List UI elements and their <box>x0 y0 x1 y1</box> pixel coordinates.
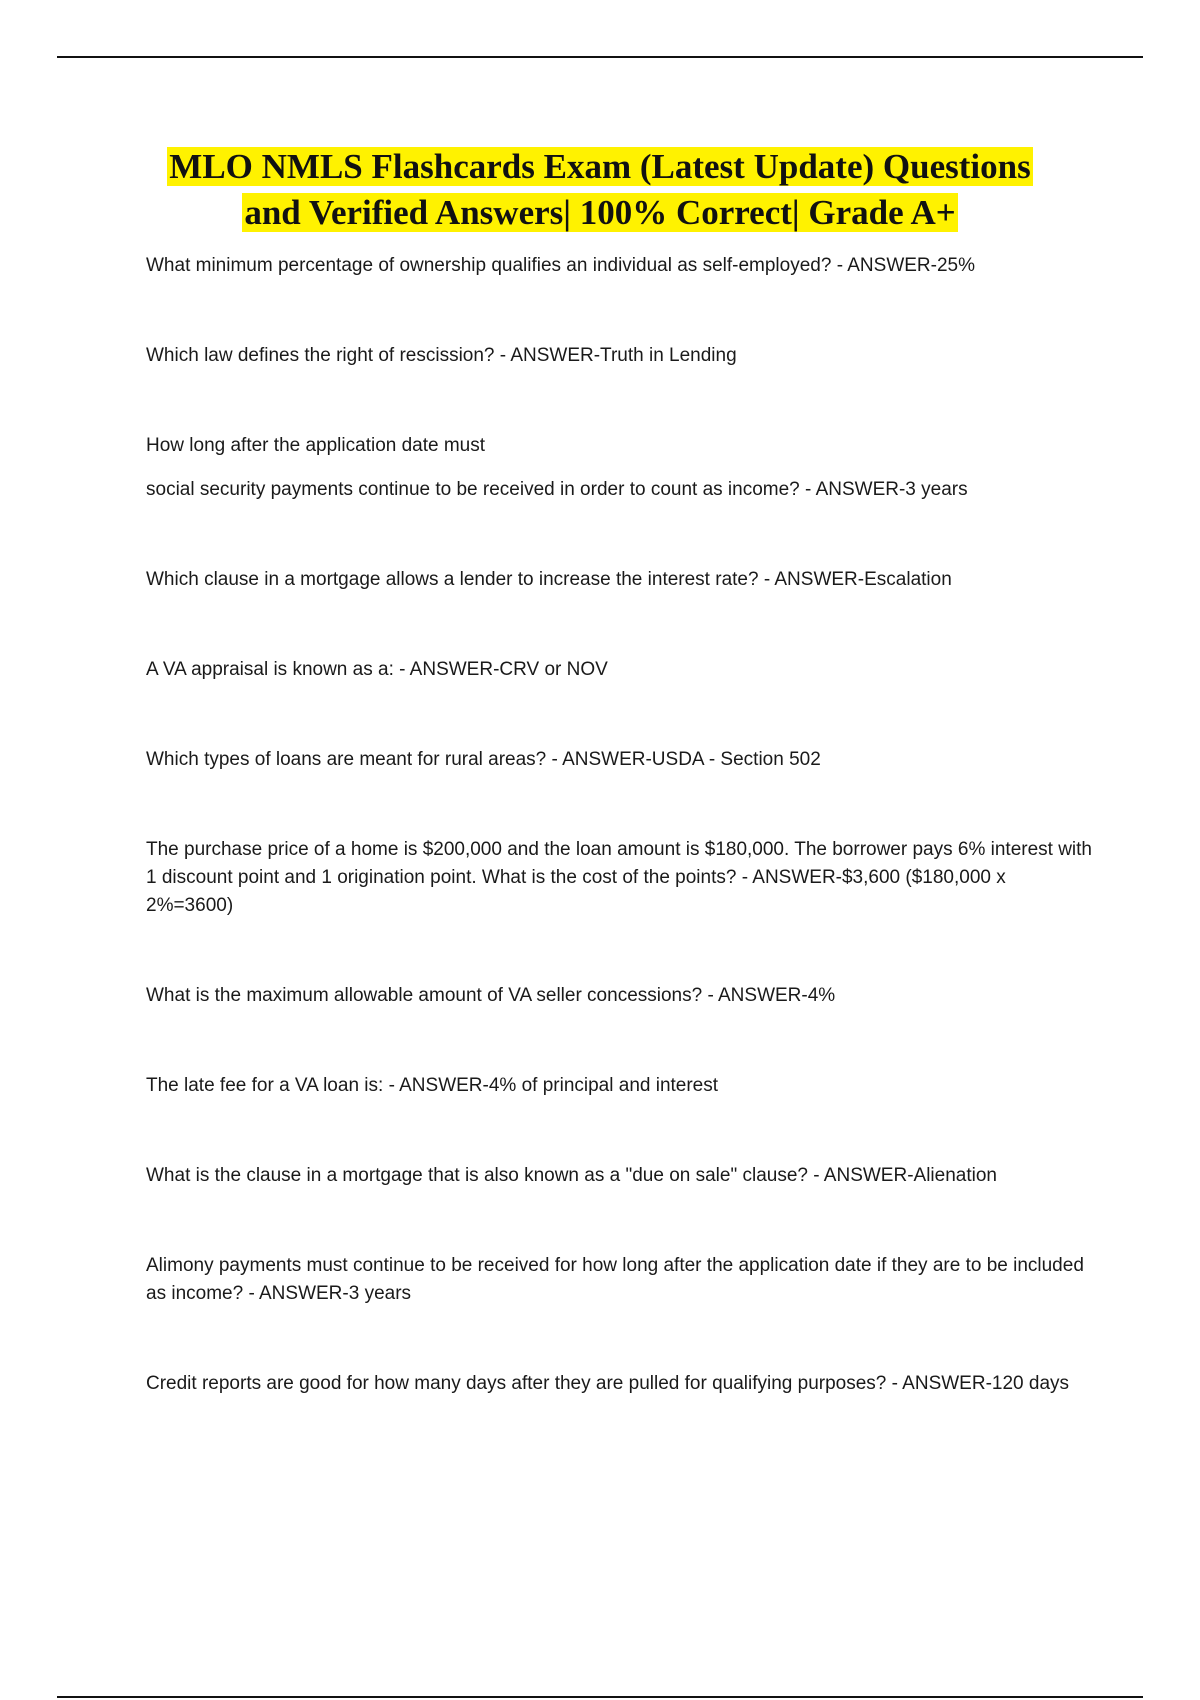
qa-item <box>146 1252 1096 1308</box>
qa-text: The late fee for a VA loan is: - ANSWER-4% of principal and interest <box>146 1075 719 1096</box>
qa-text: What minimum percentage of ownership qualifies an individual as self-employed? - ANSWER-25% <box>146 255 975 276</box>
qa-text-line-2: social security payments continue to be received in order to count as income? - ANSWER-3 years <box>146 479 968 500</box>
qa-text: What is the maximum allowable amount of VA seller concessions? - ANSWER-4% <box>146 985 836 1006</box>
qa-item <box>146 836 1096 920</box>
qa-item <box>146 656 1096 684</box>
top-rule <box>57 56 1143 58</box>
qa-item <box>146 1370 1096 1398</box>
qa-text: Which clause in a mortgage allows a lender to increase the interest rate? - ANSWER-Escalation <box>146 569 952 590</box>
qa-item <box>146 1072 1096 1100</box>
qa-item <box>146 342 1096 370</box>
qa-text-line-1: How long after the application date must <box>146 435 486 456</box>
qa-item <box>146 432 1096 504</box>
qa-text: Credit reports are good for how many days after they are pulled for qualifying purposes? - ANSWER-120 days <box>146 1373 1070 1394</box>
qa-item <box>146 566 1096 594</box>
qa-text: Alimony payments must continue to be received for how long after the application date if they are to be included as income? - ANSWER-3 years <box>146 1255 1084 1304</box>
qa-text: Which types of loans are meant for rural areas? - ANSWER-USDA - Section 502 <box>146 749 821 770</box>
qa-item <box>146 1162 1096 1190</box>
title-line-2: and Verified Answers| 100% Correct| Grade A+ <box>244 193 956 232</box>
qa-text: A VA appraisal is known as a: - ANSWER-CRV or NOV <box>146 659 608 680</box>
qa-item <box>146 982 1096 1010</box>
qa-text: The purchase price of a home is $200,000 and the loan amount is $180,000. The borrower pays 6% interest with 1 discount point and 1 origination point. What is the cost of the points? - ANSWER-$3,600 ($180,000 x 2%=3600) <box>146 839 1093 916</box>
flashcard-list <box>146 252 1096 1460</box>
title-line-1: MLO NMLS Flashcards Exam (Latest Update) Questions <box>169 147 1031 186</box>
qa-item <box>146 746 1096 774</box>
qa-item <box>146 252 1096 280</box>
qa-text: What is the clause in a mortgage that is also known as a "due on sale" clause? - ANSWER-Alienation <box>146 1165 997 1186</box>
page-title <box>60 144 1140 236</box>
qa-text: Which law defines the right of rescission? - ANSWER-Truth in Lending <box>146 345 737 366</box>
bottom-rule <box>57 1696 1143 1698</box>
